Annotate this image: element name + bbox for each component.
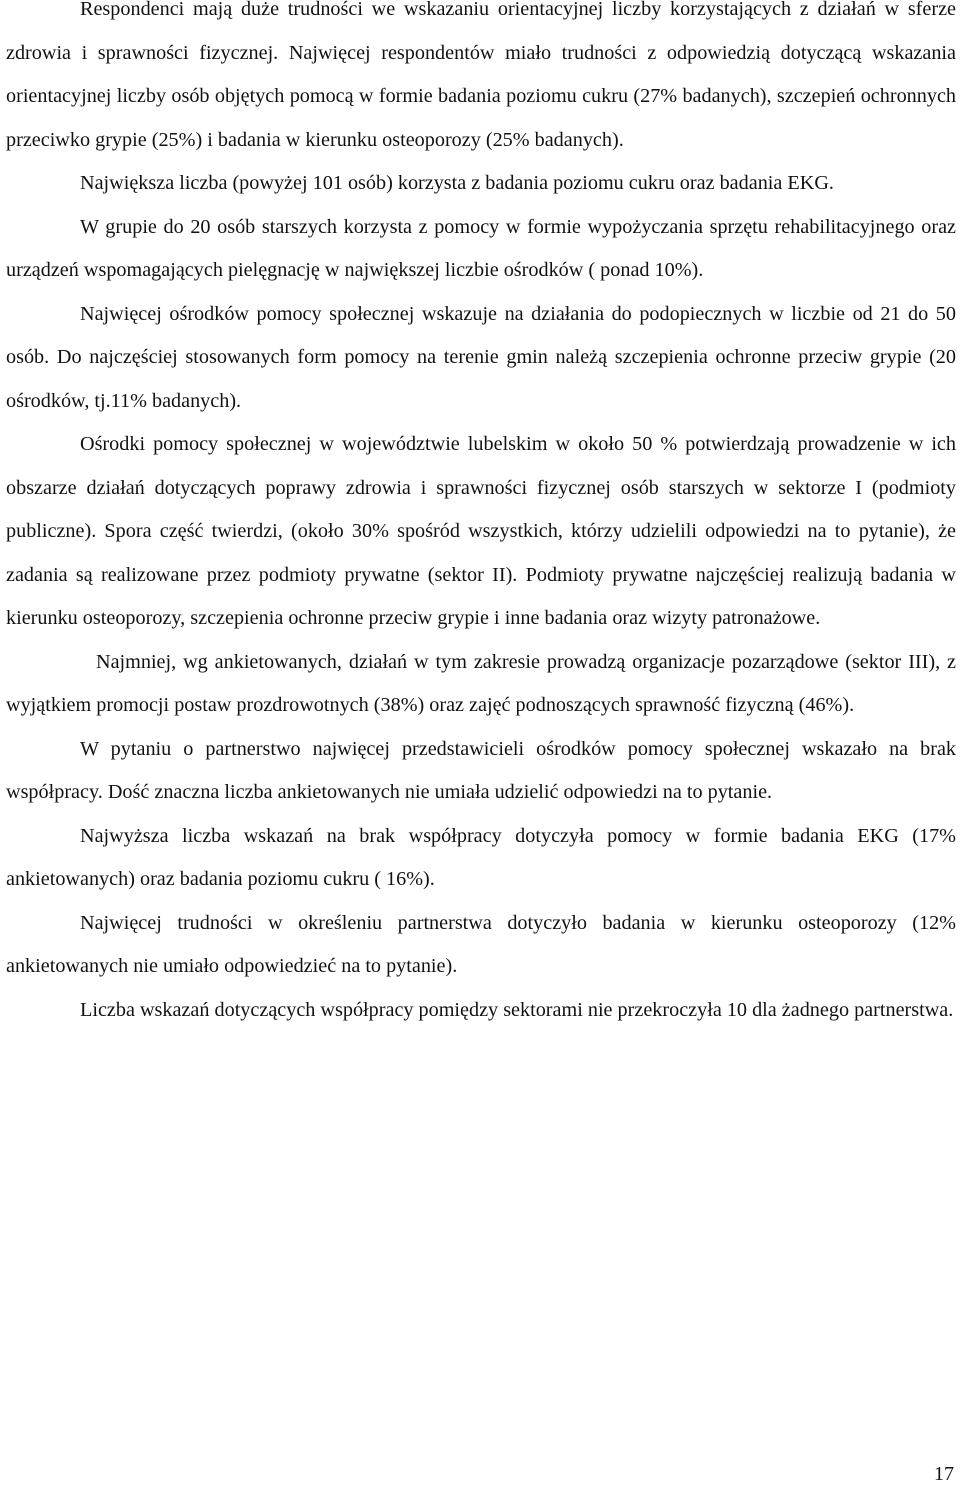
paragraph-most-centres: Najwięcej ośrodków pomocy społecznej wskazuje na działania do podopiecznych w liczbie od 21 do 50 osób. Do najczęściej stosowanych form pomocy na terenie gmin należą szczepienia ochronne przeciw grypie (20 ośrodków, tj.11% badanych).: [6, 302, 956, 412]
paragraph-largest-number: Największa liczba (powyżej 101 osób) korzysta z badania poziomu cukru oraz badania EKG.: [80, 172, 834, 194]
document-page: [6, 0, 956, 1032]
page-number: 17: [934, 1463, 954, 1485]
paragraph-sector-cooperation: Liczba wskazań dotyczących współpracy pomiędzy sektorami nie przekroczyła 10 dla żadnego partnerstwa.: [80, 998, 954, 1021]
paragraph-equipment-rental: W grupie do 20 osób starszych korzysta z pomocy w formie wypożyczania sprzętu rehabilitacyjnego oraz urządzeń wspomagających pielęgnację w największej liczbie ośrodków ( ponad 10%).: [6, 215, 956, 281]
paragraph-partnership: W pytaniu o partnerstwo najwięcej przedstawicieli ośrodków pomocy społecznej wskazało na brak współpracy. Dość znaczna liczba ankietowanych nie umiała udzielić odpowiedzi na to pytanie.: [6, 737, 956, 803]
paragraph-partnership-difficulty: Najwięcej trudności w określeniu partnerstwa dotyczyło badania w kierunku osteoporozy (12% ankietowanych nie umiało odpowiedzieć na to pytanie).: [6, 911, 956, 977]
paragraph-public-sector: Ośrodki pomocy społecznej w województwie lubelskim w około 50 % potwierdzają prowadzenie w ich obszarze działań dotyczących poprawy zdrowia i sprawności fizycznej osób starszych w sektorze I (podmioty publiczne). Spora część twierdzi, (około 30% spośród wszystkich, którzy udzielili odpowiedzi na to pytanie), że zadania są realizowane przez podmioty prywatne (sektor II). Podmioty prywatne najczęściej realizują badania w kierunku osteoporozy, szczepienia ochronne przeciw grypie i inne badania oraz wizyty patronażowe.: [6, 433, 956, 629]
paragraph-ngo-sector: Najmniej, wg ankietowanych, działań w tym zakresie prowadzą organizacje pozarządowe (sektor III), z wyjątkiem promocji postaw prozdrowotnych (38%) oraz zajęć podnoszących sprawność fizyczną (46%).: [6, 650, 956, 716]
paragraph-no-cooperation: Najwyższa liczba wskazań na brak współpracy dotyczyła pomocy w formie badania EKG (17% ankietowanych) oraz badania poziomu cukru ( 16%).: [6, 824, 956, 890]
paragraph-respondents-difficulties: Respondenci mają duże trudności we wskazaniu orientacyjnej liczby korzystających z działań w sferze zdrowia i sprawności fizycznej. Najwięcej respondentów miało trudności z odpowiedzią dotyczącą wskazania orientacyjnej liczby osób objętych pomocą w formie badania poziomu cukru (27% badanych), szczepień ochronnych przeciwko grypie (25%) i badania w kierunku osteoporozy (25% badanych).: [6, 0, 956, 151]
